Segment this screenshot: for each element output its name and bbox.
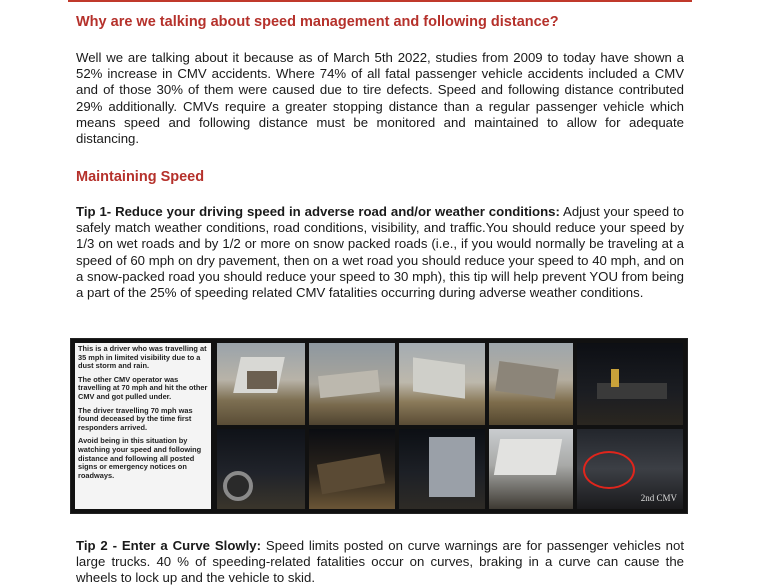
collage-caption-4: Avoid being in this situation by watching your speed and following distance and following all posted signs or emergency notices on roadways. xyxy=(78,436,202,480)
crash-photo-5 xyxy=(577,343,683,425)
tip2-body: Speed limits posted on curve warnings are for passenger vehicles not large trucks. 40 % of speeding-related fatalities occur on curves, braking in a curve can cause the wheels to lock up and the vehicle to skid. xyxy=(76,538,684,586)
collage-caption-2: The other CMV operator was travelling at 70 mph and hit the other CMV and got pulled under. xyxy=(78,374,208,401)
collage-caption-panel xyxy=(75,343,211,509)
crash-photo-3 xyxy=(399,343,485,425)
header-rule xyxy=(68,0,692,2)
tip1-title: Tip 1- Reduce your driving speed in adverse road and/or weather conditions: xyxy=(76,204,560,219)
tip2-paragraph xyxy=(76,538,684,587)
crash-photo-2 xyxy=(309,343,395,425)
crash-photo-10 xyxy=(577,429,683,509)
crash-photo-4 xyxy=(489,343,573,425)
crash-photo-7 xyxy=(309,429,395,509)
tip1-paragraph xyxy=(76,204,684,301)
crash-photo-9 xyxy=(489,429,573,509)
crash-photo-6 xyxy=(217,429,305,509)
highlight-circle xyxy=(583,451,635,489)
collage-caption-3: The driver travelling 70 mph was found deceased by the time first responders arrived. xyxy=(78,405,193,432)
tip1-body: Adjust your speed to safely match weather conditions, road conditions, visibility, and traffic.You should reduce your speed by 1/3 on wet roads and by 1/2 or more on snow packed roads (i.e., if you would normally be traveling at a speed of 60 mph on dry pavement, then on a wet road you should reduce your speed to 40 mph, and on a snow-packed road you should reduce your speed to 30 mph), this tip will help prevent YOU from being a part of the 25% of speeding related CMV fatalities occurring during adverse weather conditions. xyxy=(76,204,685,301)
intro-paragraph: Well we are talking about it because as of March 5th 2022, studies from 2009 to today have shown a 52% increase in CMV accidents. Where 74% of all fatal passenger vehicle accidents included a CMV and of those 30% of them were caused due to tire defects. Speed and following distance contributed 29% additionally. CMVs require a greater stopping distance than a regular passenger vehicle which means speed and following distance must be monitored and maintained to allow for adequate distancing. xyxy=(76,50,684,147)
crash-photo-8 xyxy=(399,429,485,509)
photo-label-2nd-cmv: 2nd CMV xyxy=(640,493,677,503)
section-heading-why: Why are we talking about speed management and following distance? xyxy=(76,14,559,30)
tip2-title: Tip 2 - Enter a Curve Slowly: xyxy=(76,538,262,553)
accident-photo-collage xyxy=(70,338,688,514)
crash-photo-1 xyxy=(217,343,305,425)
collage-caption-1: This is a driver who was travelling at 35 mph in limited visibility due to a dust storm and rain. xyxy=(78,344,207,371)
section-heading-maintaining-speed: Maintaining Speed xyxy=(76,169,205,185)
